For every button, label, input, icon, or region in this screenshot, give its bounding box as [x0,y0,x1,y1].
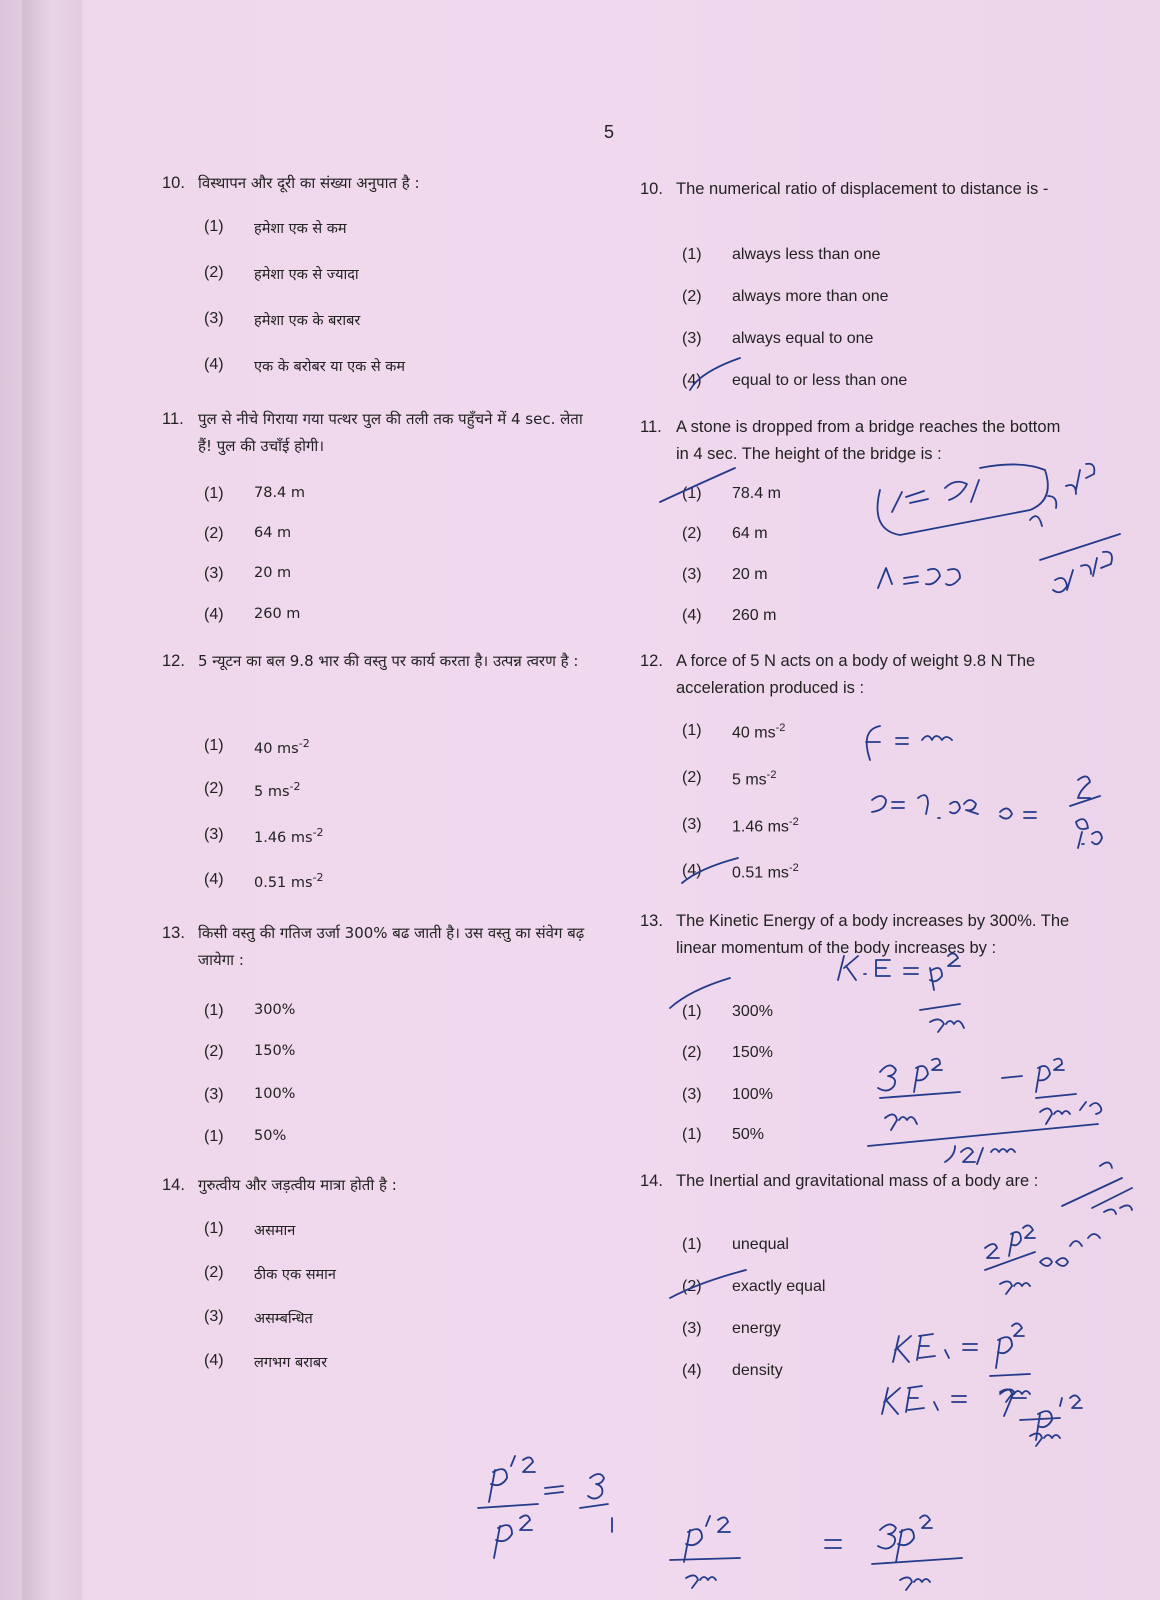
option-text: हमेशा एक के बराबर [254,313,361,329]
option-text: energy [732,1320,781,1337]
option-text: always less than one [732,246,881,263]
option-number: (2) [682,525,702,542]
option-text: 100% [254,1086,296,1102]
option-number: (2) [204,525,224,542]
option-number: (1) [204,1002,224,1019]
answer-tick-mark [670,978,730,1008]
option-text: density [732,1362,783,1379]
option-text: लगभग बराबर [254,1355,328,1371]
option-number: (3) [204,1308,224,1325]
scribble-working [1000,776,1102,848]
scribble-working [1040,534,1120,592]
option-number: (2) [204,264,224,281]
option-text: always more than one [732,288,889,305]
question-number: 12. [162,652,185,670]
option-number: (2) [682,1044,702,1061]
question-number: 11. [640,418,662,436]
option-number: (1) [204,1220,224,1237]
option-text: ठीक एक समान [254,1267,336,1283]
scribble-working [872,795,978,818]
option-text: 0.51 $ms^{-2}$ [254,871,324,891]
question-number: 12. [640,652,663,670]
option-number: (4) [682,1362,702,1379]
option-text: 50% [254,1128,287,1144]
option-text: 260 m [254,606,301,622]
option-number: (1) [682,1126,702,1143]
question-number: 14. [640,1172,663,1190]
question-number: 13. [640,912,663,930]
scribble-working [878,568,960,588]
question-number: 13. [162,924,185,942]
question-text: A force of 5 N acts on a body of weight 9.8 N The acceleration produced is : [676,652,1036,697]
scribble-working [882,1386,1026,1416]
option-number: (3) [682,330,702,347]
option-number: (2) [204,780,224,797]
option-number: (1) [204,1128,224,1145]
option-number: (4) [682,372,702,389]
option-text: एक के बरोबर या एक से कम [254,359,406,375]
answer-tick-mark [660,468,735,502]
option-number: (1) [682,1236,702,1253]
option-number: (1) [682,485,702,502]
option-number: (3) [204,310,224,327]
scribble-working [1030,464,1094,526]
option-text: 40 $ms^{-2}$ [732,722,786,742]
option-number: (4) [204,1352,224,1369]
option-number: (3) [204,1086,224,1103]
option-number: (3) [682,1086,702,1103]
scribble-working [920,1004,964,1032]
option-text: always equal to one [732,330,874,347]
option-text: हमेशा एक से कम [254,221,347,237]
option-text: 64 m [732,525,768,542]
option-text: हमेशा एक से ज्यादा [254,267,359,283]
scribble-working [545,1474,612,1532]
option-text: असमान [254,1223,296,1239]
option-text: 40 $ms^{-2}$ [254,737,310,757]
option-number: (1) [204,485,224,502]
scribble-working [985,1225,1035,1294]
question-text: 5 न्यूटन का बल 9.8 भार की वस्तु पर कार्य करता है। उत्पन्न त्वरण है : [198,652,579,670]
option-number: (2) [204,1043,224,1060]
option-text: 20 m [254,565,292,581]
option-number: (3) [682,1320,702,1337]
option-text: 100% [732,1086,773,1103]
option-number: (1) [204,218,224,235]
scribble-working [825,1540,841,1548]
option-number: (4) [204,606,224,623]
scribble-working [1040,1234,1100,1266]
option-number: (1) [682,722,702,739]
question-text: The Inertial and gravitational mass of a body are : [676,1172,1039,1190]
scribble-working [1002,1059,1101,1124]
page-number: 5 [604,122,615,142]
question-text: A stone is dropped from a bridge reaches the bottom in 4 sec. The height of the bridge is : [676,418,1061,463]
option-text: 20 m [732,566,768,583]
option-number: (2) [682,769,702,786]
scribble-working [1062,1162,1132,1214]
option-text: 1.46 $ms^{-2}$ [254,826,324,846]
question-text: The Kinetic Energy of a body increases by 300%. The linear momentum of the body increases by : [676,912,1070,957]
option-number: (4) [682,607,702,624]
option-number: (2) [682,1278,702,1295]
scribble-working [866,726,952,760]
option-text: unequal [732,1236,789,1253]
option-number: (3) [204,565,224,582]
option-text: 5 $ms^{-2}$ [732,769,777,789]
option-text: 64 m [254,525,292,541]
option-number: (4) [204,356,224,373]
option-text: 300% [732,1003,773,1020]
option-number: (3) [204,826,224,843]
scribble-working [478,1456,538,1558]
answer-tick-mark [670,1270,746,1298]
question-text: पुल से नीचे गिराया गया पत्थर पुल की तली तक पहुँचने में 4 sec. लेता हैं! पुल की उचाँई होगी। [198,410,583,455]
option-text: 78.4 m [254,485,306,501]
option-number: (1) [682,246,702,263]
scribble-working [670,1516,740,1588]
scribble-working [892,480,979,512]
scribble-working [868,1124,1098,1164]
option-text: exactly equal [732,1278,826,1295]
question-text: विस्थापन और दूरी का संख्या अनुपात है : [198,174,420,192]
question-number: 11. [162,410,184,428]
option-text: 300% [254,1002,296,1018]
option-number: (2) [204,1264,224,1281]
option-text: 0.51 $ms^{-2}$ [732,862,799,882]
question-text: The numerical ratio of displacement to distance is - [676,180,1049,198]
scribble-working [1020,1395,1082,1446]
scribble-working [878,1059,942,1092]
option-text: 5 $ms^{-2}$ [254,780,301,800]
scribble-working [880,1092,960,1130]
scribble-working [893,1334,977,1362]
option-text: असम्बन्धित [254,1311,313,1327]
option-text: 150% [254,1043,296,1059]
option-text: 50% [732,1126,765,1143]
option-text: 260 m [732,607,777,624]
answer-tick-mark [682,858,738,883]
option-text: 150% [732,1044,773,1061]
option-number: (4) [204,871,224,888]
option-number: (4) [682,862,702,879]
option-number: (3) [682,566,702,583]
option-number: (1) [682,1003,702,1020]
question-number: 10. [640,180,663,198]
answer-tick-mark [690,358,740,390]
scribble-working [838,953,960,990]
scribble-working [878,464,1048,535]
option-number: (3) [682,816,702,833]
option-number: (2) [682,288,702,305]
question-number: 14. [162,1176,185,1194]
question-number: 10. [162,174,185,192]
scribble-working [872,1515,962,1590]
option-text: equal to or less than one [732,372,908,389]
question-text: गुरुत्वीय और जड़त्वीय मात्रा होती है : [198,1176,397,1194]
option-text: 78.4 m [732,485,781,502]
option-text: 1.46 $ms^{-2}$ [732,816,799,836]
option-number: (1) [204,737,224,754]
question-text: किसी वस्तु की गतिज उर्जा 300% बढ जाती है। उस वस्तु का संवेग बढ़ जायेगा : [198,924,585,969]
